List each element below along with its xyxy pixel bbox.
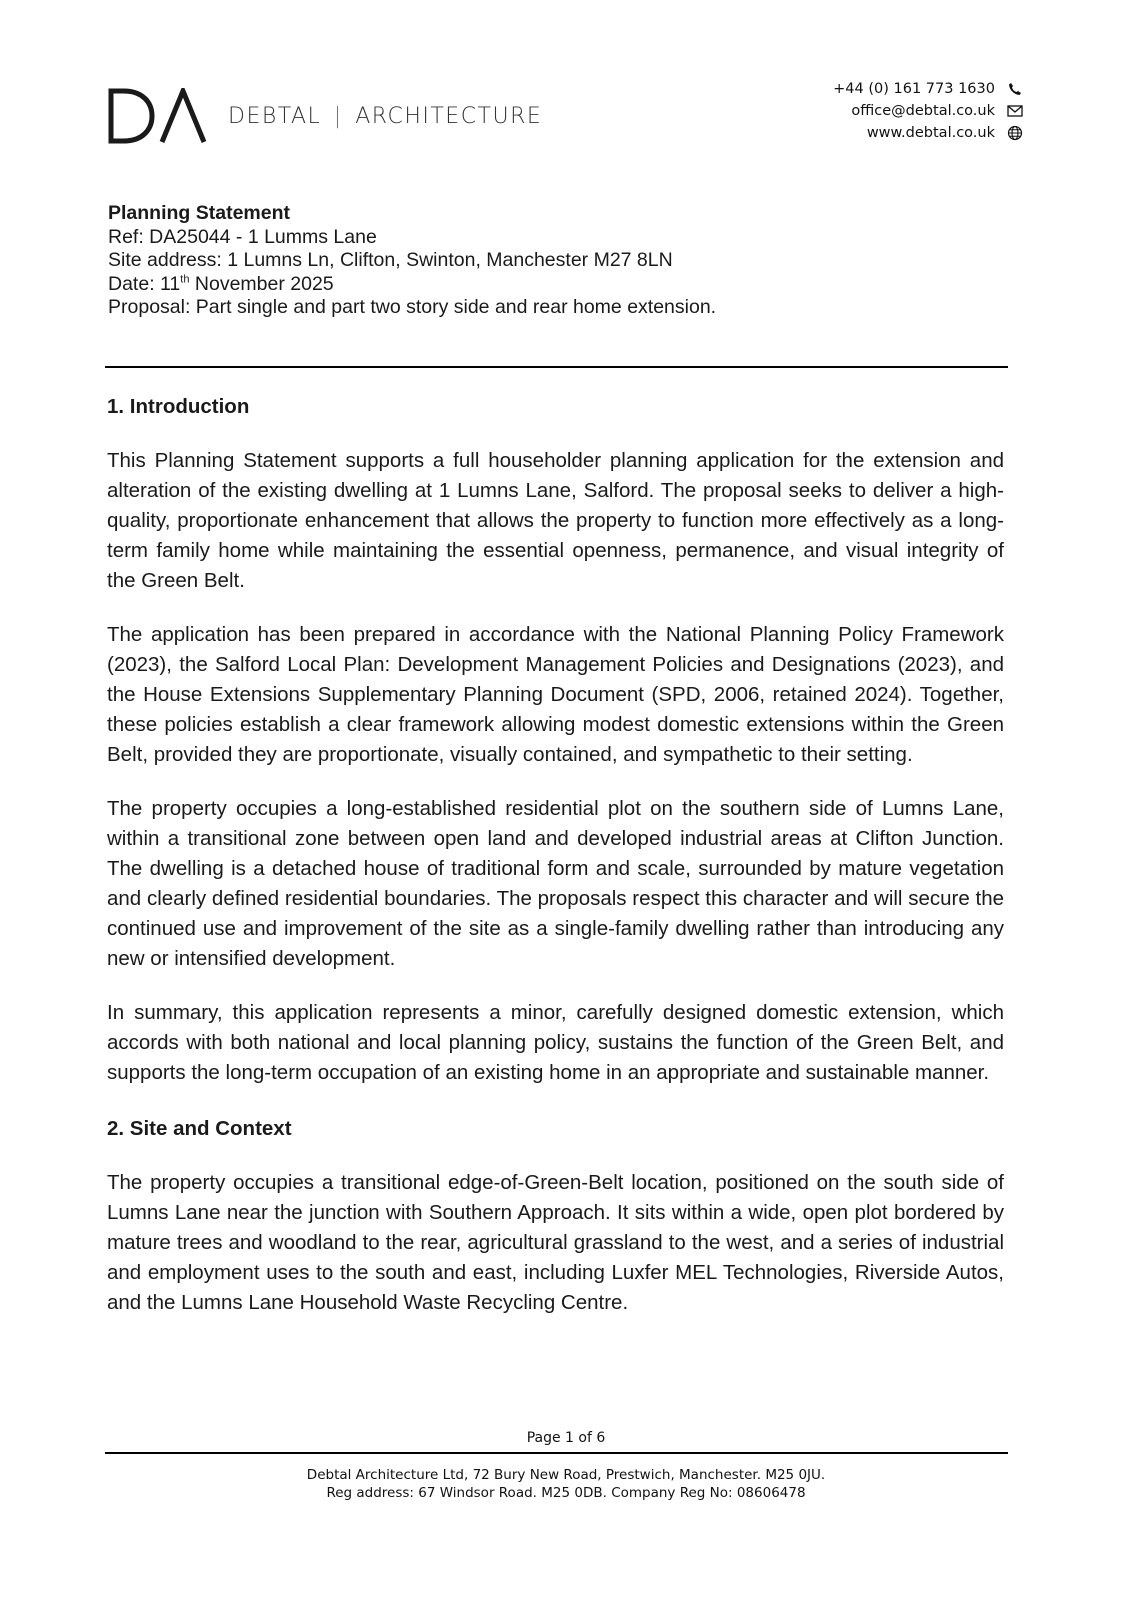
website-text: www.debtal.co.uk (866, 125, 995, 141)
header-divider (105, 366, 1008, 368)
phone-text: +44 (0) 161 773 1630 (833, 81, 995, 97)
contact-email (833, 100, 1025, 122)
date-ordinal: th (180, 273, 190, 285)
heading-site-context: 2. Site and Context (107, 1117, 292, 1140)
statement-title: Planning Statement (108, 202, 291, 224)
company-logo (108, 88, 542, 144)
document-body (107, 390, 1004, 1318)
phone-icon (1005, 79, 1025, 99)
intro-paragraph-1: This Planning Statement supports a full householder planning application for the extension and alteration of the existing dwelling at 1 Lumns Lane, Salford. The proposal seeks to deliver a high-quality, proportionate enhancement that allows the property to function more effectively as a long-term family home while maintaining the essential openness, permanence, and visual integrity of the Green Belt. (107, 449, 1004, 592)
intro-paragraph-4: In summary, this application represents a minor, carefully designed domestic extension, which accords with both national and local planning policy, sustains the function of the Green Belt, and supports the long-term occupation of an existing home in an appropriate and sustainable manner. (107, 1001, 1004, 1084)
intro-paragraph-2: The application has been prepared in accordance with the National Planning Policy Framework (2023), the Salford Local Plan: Development Management Policies and Designations (2023), and the House Extensions Supplementary Planning Document (SPD, 2006, retained 2024). Together, these policies establish a clear framework allowing modest domestic extensions within the Green Belt, provided they are proportionate, visually contained, and sympathetic to their setting. (107, 623, 1004, 766)
intro-paragraph-3: The property occupies a long-established residential plot on the southern side of Lumns Lane, within a transitional zone between open land and developed industrial areas at Clifton Junction. The dwelling is a detached house of traditional form and scale, surrounded by mature vegetation and clearly defined residential boundaries. The proposals respect this character and will secure the continued use and improvement of the site as a single-family dwelling rather than introducing any new or intensified development. (107, 797, 1004, 970)
statement-site-address: Site address: 1 Lumns Ln, Clifton, Swinton, Manchester M27 8LN (108, 249, 673, 271)
statement-ref: Ref: DA25044 - 1 Lumms Lane (108, 225, 377, 248)
page-number: Page 1 of 6 (526, 1430, 606, 1446)
footer-registration: Reg address: 67 Windsor Road. M25 0DB. Company Reg No: 08606478 (326, 1485, 806, 1501)
globe-icon (1005, 123, 1025, 143)
date-prefix: Date: 11 (108, 272, 181, 295)
mail-icon (1005, 101, 1025, 121)
site-paragraph-1: The property occupies a transitional edge-of-Green-Belt location, positioned on the south side of Lumns Lane near the junction with Southern Approach. It sits within a wide, open plot bordered by mature trees and woodland to the rear, agricultural grassland to the west, and a series of industrial and employment uses to the south and east, including Luxfer MEL Technologies, Riverside Autos, and the Lumns Lane Household Waste Recycling Centre. (107, 1171, 1004, 1314)
logo-separator: | (333, 103, 343, 129)
email-text: office@debtal.co.uk (851, 103, 995, 119)
footer-info (0, 1466, 1132, 1502)
footer-company-address: Debtal Architecture Ltd, 72 Bury New Road, Prestwich, Manchester. M25 0JU. (306, 1467, 826, 1483)
logo-text-architecture: ARCHITECTURE (355, 103, 543, 129)
statement-proposal: Proposal: Part single and part two story side and rear home extension. (108, 296, 717, 318)
logo-text-debtal: DEBTAL (228, 103, 322, 129)
statement-header (108, 202, 1008, 320)
contact-phone (833, 78, 1025, 100)
statement-date (108, 273, 1008, 297)
contact-block (833, 78, 1025, 144)
footer-divider (105, 1452, 1008, 1454)
heading-introduction: 1. Introduction (107, 395, 250, 418)
contact-website (833, 122, 1025, 144)
date-rest: November 2025 (189, 272, 334, 295)
da-logo-mark-icon (108, 88, 208, 144)
logo-wordmark (228, 104, 542, 129)
